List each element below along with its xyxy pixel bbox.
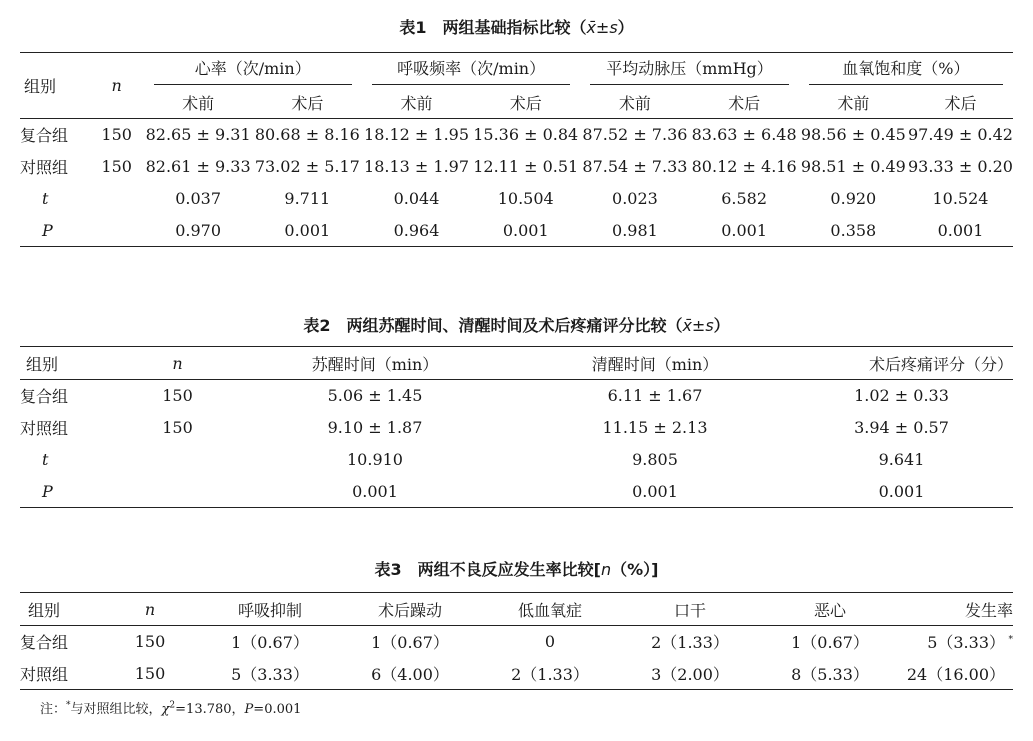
table1-header-group [20,53,90,119]
table3-header-resp: 呼吸抑制 [237,600,302,620]
table1-header-spo2 [799,53,1013,87]
table-cell: 10.910 [347,450,403,469]
table-cell: 9.641 [878,450,925,469]
table-cell: 0.001 [721,220,768,240]
table-cell: 0.970 [175,220,222,240]
row-label: 复合组 [20,126,69,146]
table-cell: 0.001 [502,220,549,240]
table3-row [20,626,1013,658]
table-cell: 0.001 [937,220,984,240]
table-cell: 0.358 [830,220,877,240]
table-cell: 0.981 [612,220,658,240]
row-label: t [42,450,49,469]
table1-sub-pre: 术前 [400,93,433,113]
note-chi-sup: 2 [169,700,176,711]
table3-caption-end: （%）] [611,560,659,579]
table1-header-n: n [90,53,144,119]
table2-row [20,444,1013,476]
table2-caption-text: 表2 两组苏醒时间、清醒时间及术后疼痛评分比较（ [303,316,683,335]
table-cell: 0.001 [352,481,398,501]
table1-sub-post: 术后 [509,93,542,113]
table-cell: 0.920 [830,189,877,208]
table-cell: 1（0.67） [371,633,449,653]
table1-row [20,183,1013,215]
table-cell: 87.54 ± 7.33 [582,157,688,176]
table2-caption-end: ） [713,316,730,335]
table3-header-agit: 术后躁动 [377,600,442,620]
table1-sub-pre: 术前 [618,93,651,113]
row-label: 复合组 [20,633,69,653]
table-cell: 3（2.00） [651,664,729,684]
table-cell: 80.68 ± 8.16 [254,125,360,145]
table2-caption-stat: x̄±s [682,316,714,335]
row-label: t [42,189,49,208]
table1-header-spo2-text: 血氧饱和度（%） [809,54,1003,85]
row-n: 150 [162,418,193,437]
table-cell: 98.51 ± 0.49 [800,157,906,176]
table-cell: 0.964 [393,220,440,240]
table1-sub-post: 术后 [944,93,977,113]
row-n: 150 [162,386,193,406]
table1-row [20,151,1013,183]
table-cell: 18.12 ± 1.95 [364,125,470,145]
row-label: 对照组 [20,419,69,438]
table2-caption [0,313,1033,336]
table2-header-pain: 术后疼痛评分（分） [868,354,1013,374]
note-mark: * [66,700,71,711]
table-cell: 0.001 [284,220,331,240]
table3-header-rate: 发生率 [964,600,1013,620]
table-cell: 10.524 [932,189,989,208]
table-cell: 5（3.33） [231,664,309,684]
table1-sub-post: 术后 [291,93,324,113]
table-cell: 98.56 ± 0.45 [800,125,906,145]
note-chi: χ [161,702,170,717]
table3-header-dry: 口干 [673,600,706,620]
table-cell: 11.15 ± 2.13 [602,418,708,437]
table2-header-wake: 苏醒时间（min） [311,354,439,374]
note-text-b: =13.780， [175,702,245,717]
table-cell: 9.805 [632,450,678,469]
table3-header-nausea: 恶心 [813,600,846,620]
row-n [125,476,230,508]
table-cell: 5.06 ± 1.45 [327,386,423,406]
row-label: P [42,481,53,501]
table1-sub-post: 术后 [728,93,761,113]
row-n [125,444,230,476]
table2 [20,346,1013,508]
table2-header-group: 组别 [26,354,59,374]
table1-sub-pre: 术前 [182,93,215,113]
table1-row [20,119,1013,151]
table1-caption-end: ） [617,18,634,37]
table1-sub-pre: 术前 [837,93,870,113]
row-n: 150 [134,632,166,652]
table-cell: 12.11 ± 0.51 [473,157,579,176]
table-cell: 2（1.33） [651,633,729,653]
table1-row [20,215,1013,247]
table3 [20,592,1013,690]
rate-value: 24（16.00） [906,664,1005,684]
table1-header-rr-text: 呼吸频率（次/min） [372,54,570,85]
table3-header-n: n [144,599,156,619]
table-cell: 8（5.33） [791,664,869,684]
table-cell: 0.023 [612,189,658,208]
table3-caption-n: n [600,560,612,579]
rate-value: 5（3.33） [927,633,1005,653]
note-text-a: 与对照组比较， [70,702,162,717]
table-cell: 1（0.67） [231,633,309,653]
table3-header-hypox: 低血氧症 [517,600,582,620]
table-cell: 0 [544,632,556,652]
table-cell: 2（1.33） [511,664,589,684]
table-cell: 1.02 ± 0.33 [854,386,949,406]
table-cell: 9.711 [284,189,331,208]
row-label: P [42,220,53,240]
table-cell: 82.61 ± 9.33 [145,157,251,176]
note-p: P [244,702,254,717]
row-label: 对照组 [20,158,69,177]
table-cell-rate [900,626,1013,658]
table-cell: 6.582 [721,189,768,208]
note-text-c: =0.001 [253,702,302,717]
table1-header-hr [144,53,362,87]
table1-caption-stat: x̄±s [586,18,618,37]
table-cell: 82.65 ± 9.31 [145,125,251,145]
table-cell: 97.49 ± 0.42 [907,125,1013,145]
table-cell: 1（0.67） [791,633,869,653]
table3-caption-text: 表3 两组不良反应发生率比较[ [374,560,601,579]
table-cell: 73.02 ± 5.17 [254,157,360,176]
table1-header-hr-text: 心率（次/min） [154,54,352,85]
table-cell: 9.10 ± 1.87 [327,418,423,437]
table-cell: 0.001 [632,481,678,501]
table-cell-rate [900,658,1013,690]
table3-header-group: 组别 [28,600,61,620]
table-cell: 87.52 ± 7.36 [582,125,688,145]
table1-caption-text: 表1 两组基础指标比较（ [399,18,587,37]
table-cell: 80.12 ± 4.16 [691,157,797,176]
table2-header-alert: 清醒时间（min） [591,354,719,374]
row-n: 150 [101,157,132,176]
table2-row [20,380,1013,412]
table-cell: 10.504 [497,189,554,208]
table-cell: 18.13 ± 1.97 [364,157,470,176]
table-cell: 6.11 ± 1.67 [607,386,703,406]
table1 [20,52,1013,247]
table-cell: 15.36 ± 0.84 [473,125,579,145]
row-n [90,183,144,215]
row-label: 复合组 [20,387,69,407]
table1-header-rr [362,53,580,87]
table2-row [20,476,1013,508]
table3-caption [0,557,1033,580]
table-cell: 0.037 [175,189,222,208]
table1-header-map [580,53,798,87]
significance-mark: * [1008,634,1013,645]
table-cell: 3.94 ± 0.57 [854,418,949,437]
row-n [90,215,144,247]
table-cell: 0.044 [393,189,440,208]
row-n: 150 [101,125,132,145]
table-cell: 93.33 ± 0.20 [907,157,1013,176]
row-label: 对照组 [20,664,69,684]
table1-header-map-text: 平均动脉压（mmHg） [590,54,788,85]
row-n: 150 [134,663,166,683]
table-cell: 0.001 [878,481,925,501]
table3-row [20,658,1013,690]
table2-row [20,412,1013,444]
table2-header-n: n [172,353,183,373]
note-prefix: 注： [40,702,67,717]
table3-note [40,698,301,717]
table-cell: 6（4.00） [371,664,449,684]
table-cell: 83.63 ± 6.48 [691,125,797,145]
table1-group-label: 组别 [24,77,57,96]
table1-caption [0,15,1033,38]
